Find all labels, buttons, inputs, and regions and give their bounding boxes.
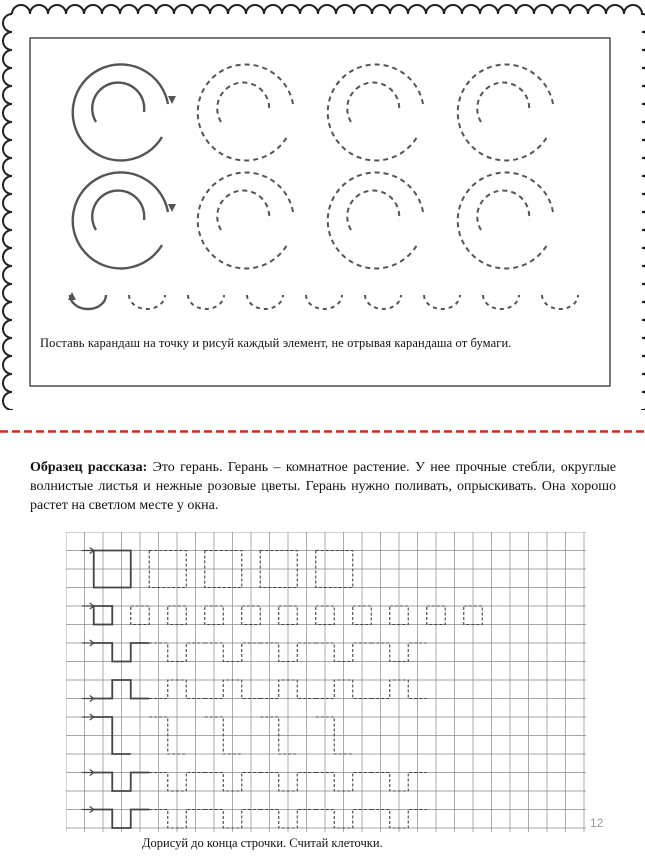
spiral-inner-arc	[92, 83, 144, 122]
small-arc	[188, 295, 224, 309]
spiral-patterns	[68, 64, 578, 309]
spiral-inner-arc	[477, 191, 529, 230]
spiral-outer-arc	[458, 64, 553, 160]
spiral-outer-arc	[328, 64, 423, 160]
small-arc	[424, 295, 460, 309]
grid-patterns	[82, 548, 483, 829]
spiral-outer-arc	[328, 172, 423, 268]
story-text: Это герань. Герань – комнатное растение. У нее прочные стебли, округлые волнистые листья и нежные розовые цветы. Герань нужно поливать, опрыскивать. Она хорошо растет на светлом месте у окна.	[30, 460, 616, 513]
spiral-inner-arc	[477, 83, 529, 122]
small-arc	[365, 295, 401, 309]
arrow-icon	[82, 548, 94, 554]
arrow-icon	[82, 770, 94, 776]
top-instruction: Поставь карандаш на точку и рисуй каждый элемент, не отрывая карандаша от бумаги.	[40, 336, 512, 350]
story-label: Образец рассказа:	[30, 460, 148, 475]
small-arc	[247, 295, 283, 309]
spiral-outer-arc	[73, 64, 168, 160]
spiral-inner-arc	[347, 191, 399, 230]
arrow-icon	[82, 714, 94, 720]
spiral-outer-arc	[198, 172, 293, 268]
small-arc	[129, 295, 165, 309]
small-arc	[542, 295, 578, 309]
arrow-icon	[82, 807, 94, 813]
arrow-icon	[82, 603, 94, 609]
page-number: 12	[590, 816, 604, 830]
arrow-icon	[168, 96, 176, 104]
spiral-inner-arc	[217, 191, 269, 230]
graph-paper-grid	[66, 532, 586, 832]
arrow-icon	[82, 640, 94, 646]
spiral-inner-arc	[347, 83, 399, 122]
story-paragraph	[30, 458, 616, 515]
small-arc	[483, 295, 519, 309]
bottom-instruction: Дорисуй до конца строчки. Считай клеточки.	[142, 836, 383, 850]
spiral-inner-arc	[92, 191, 144, 230]
grid-lines	[66, 532, 586, 832]
small-arc	[306, 295, 342, 309]
small-arc	[70, 295, 106, 309]
spiral-inner-arc	[217, 83, 269, 122]
spiral-outer-arc	[458, 172, 553, 268]
spiral-outer-arc	[198, 64, 293, 160]
arrow-icon	[168, 204, 176, 212]
spiral-outer-arc	[73, 172, 168, 268]
arrow-icon	[82, 696, 94, 702]
red-dashed-divider	[0, 430, 645, 433]
